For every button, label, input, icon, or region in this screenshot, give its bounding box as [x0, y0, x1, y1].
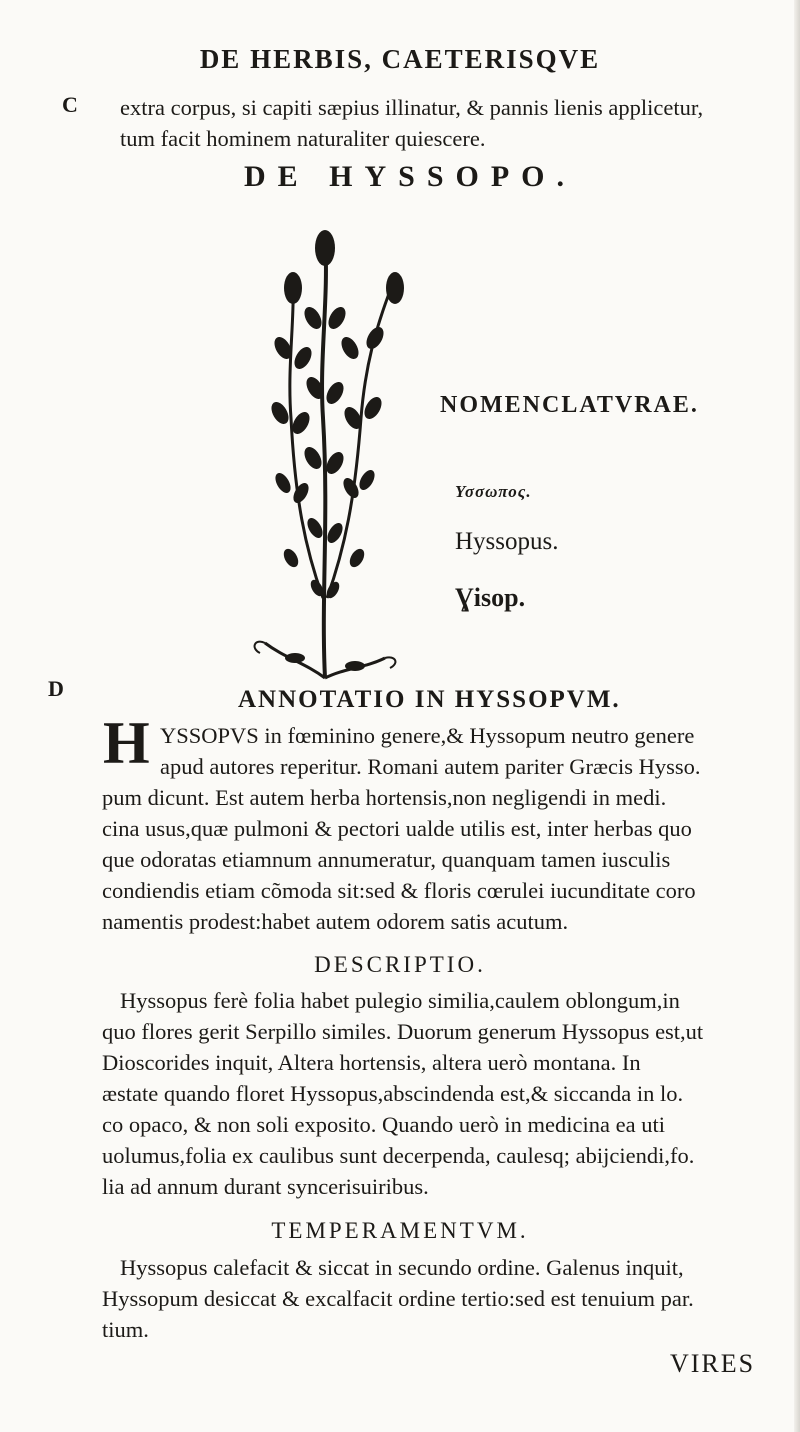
descriptio-line: co opaco, & non soli exposito. Quando uerò in medicina ea uti	[102, 1112, 665, 1137]
intro-text	[120, 92, 800, 154]
arabic-name: Ɣisop.	[455, 583, 526, 612]
descriptio-line: æstate quando floret Hyssopus,abscindenda est,& siccanda in lo.	[102, 1081, 684, 1106]
descriptio-line: quo flores gerit Serpillo similes. Duorum generum Hyssopus est,ut	[102, 1019, 704, 1044]
temperamentum-line: Hyssopus calefacit & siccat in secundo ordine. Galenus inquit,	[120, 1255, 684, 1280]
annotatio-text	[102, 720, 792, 937]
annotatio-line: que odoratas etiamnum annumeratur, quanquam tamen iusculis	[102, 847, 671, 872]
annotatio-line: condiendis etiam cõmoda sit:sed & floris cœrulei iucunditate coro	[102, 878, 696, 903]
intro-line: extra corpus, si capiti sæpius illinatur, & pannis lienis applicetur,	[120, 95, 704, 120]
temperamentum-text	[102, 1252, 792, 1345]
catchword: VIRES	[670, 1349, 756, 1378]
temperamentum-line: tium.	[102, 1317, 149, 1342]
temperamentum-line: Hyssopum desiccat & excalfacit ordine tertio:sed est tenuium par.	[102, 1286, 694, 1311]
annotatio-line: pum dicunt. Est autem herba hortensis,non negligendi in medi.	[102, 785, 667, 810]
margin-letter-c: C	[62, 92, 78, 117]
descriptio-line: Dioscorides inquit, Altera hortensis, altera uerò montana. In	[102, 1050, 641, 1075]
running-head: DE HERBIS, CAETERISQVE	[199, 44, 601, 74]
latin-name: Hyssopus.	[455, 528, 559, 555]
drop-cap: H	[103, 710, 150, 776]
annotatio-line: cina usus,quæ pulmoni & pectori ualde utilis est, inter herbas quo	[102, 816, 692, 841]
descriptio-heading: DESCRIPTIO.	[314, 952, 486, 977]
temperamentum-heading: TEMPERAMENTVM.	[271, 1218, 529, 1243]
annotatio-line: namentis prodest:habet autem odorem satis acutum.	[102, 909, 569, 934]
hyssop-woodcut-illustration	[225, 218, 425, 688]
nomenclatura-heading: NOMENCLATVRAE.	[440, 392, 699, 418]
annotatio-heading: ANNOTATIO IN HYSSOPVM.	[238, 686, 621, 713]
descriptio-text	[102, 985, 792, 1202]
annotatio-line: YSSOPVS in fœminino genere,& Hyssopum neutro genere	[160, 723, 695, 748]
intro-line: tum facit hominem naturaliter quiescere.	[120, 126, 486, 151]
greek-name: Υσσωπος.	[455, 482, 532, 501]
descriptio-line: Hyssopus ferè folia habet pulegio similia,caulem oblongum,in	[120, 988, 680, 1013]
margin-letter-d: D	[48, 676, 64, 701]
chapter-title: DE HYSSOPO.	[243, 160, 577, 193]
annotatio-line: apud autores reperitur. Romani autem pariter Græcis Hysso.	[160, 754, 701, 779]
descriptio-line: uolumus,folia ex caulibus sunt decerpenda, caulesq; abijciendi,fo.	[102, 1143, 695, 1168]
descriptio-line: lia ad annum durant syncerisuiribus.	[102, 1174, 429, 1199]
